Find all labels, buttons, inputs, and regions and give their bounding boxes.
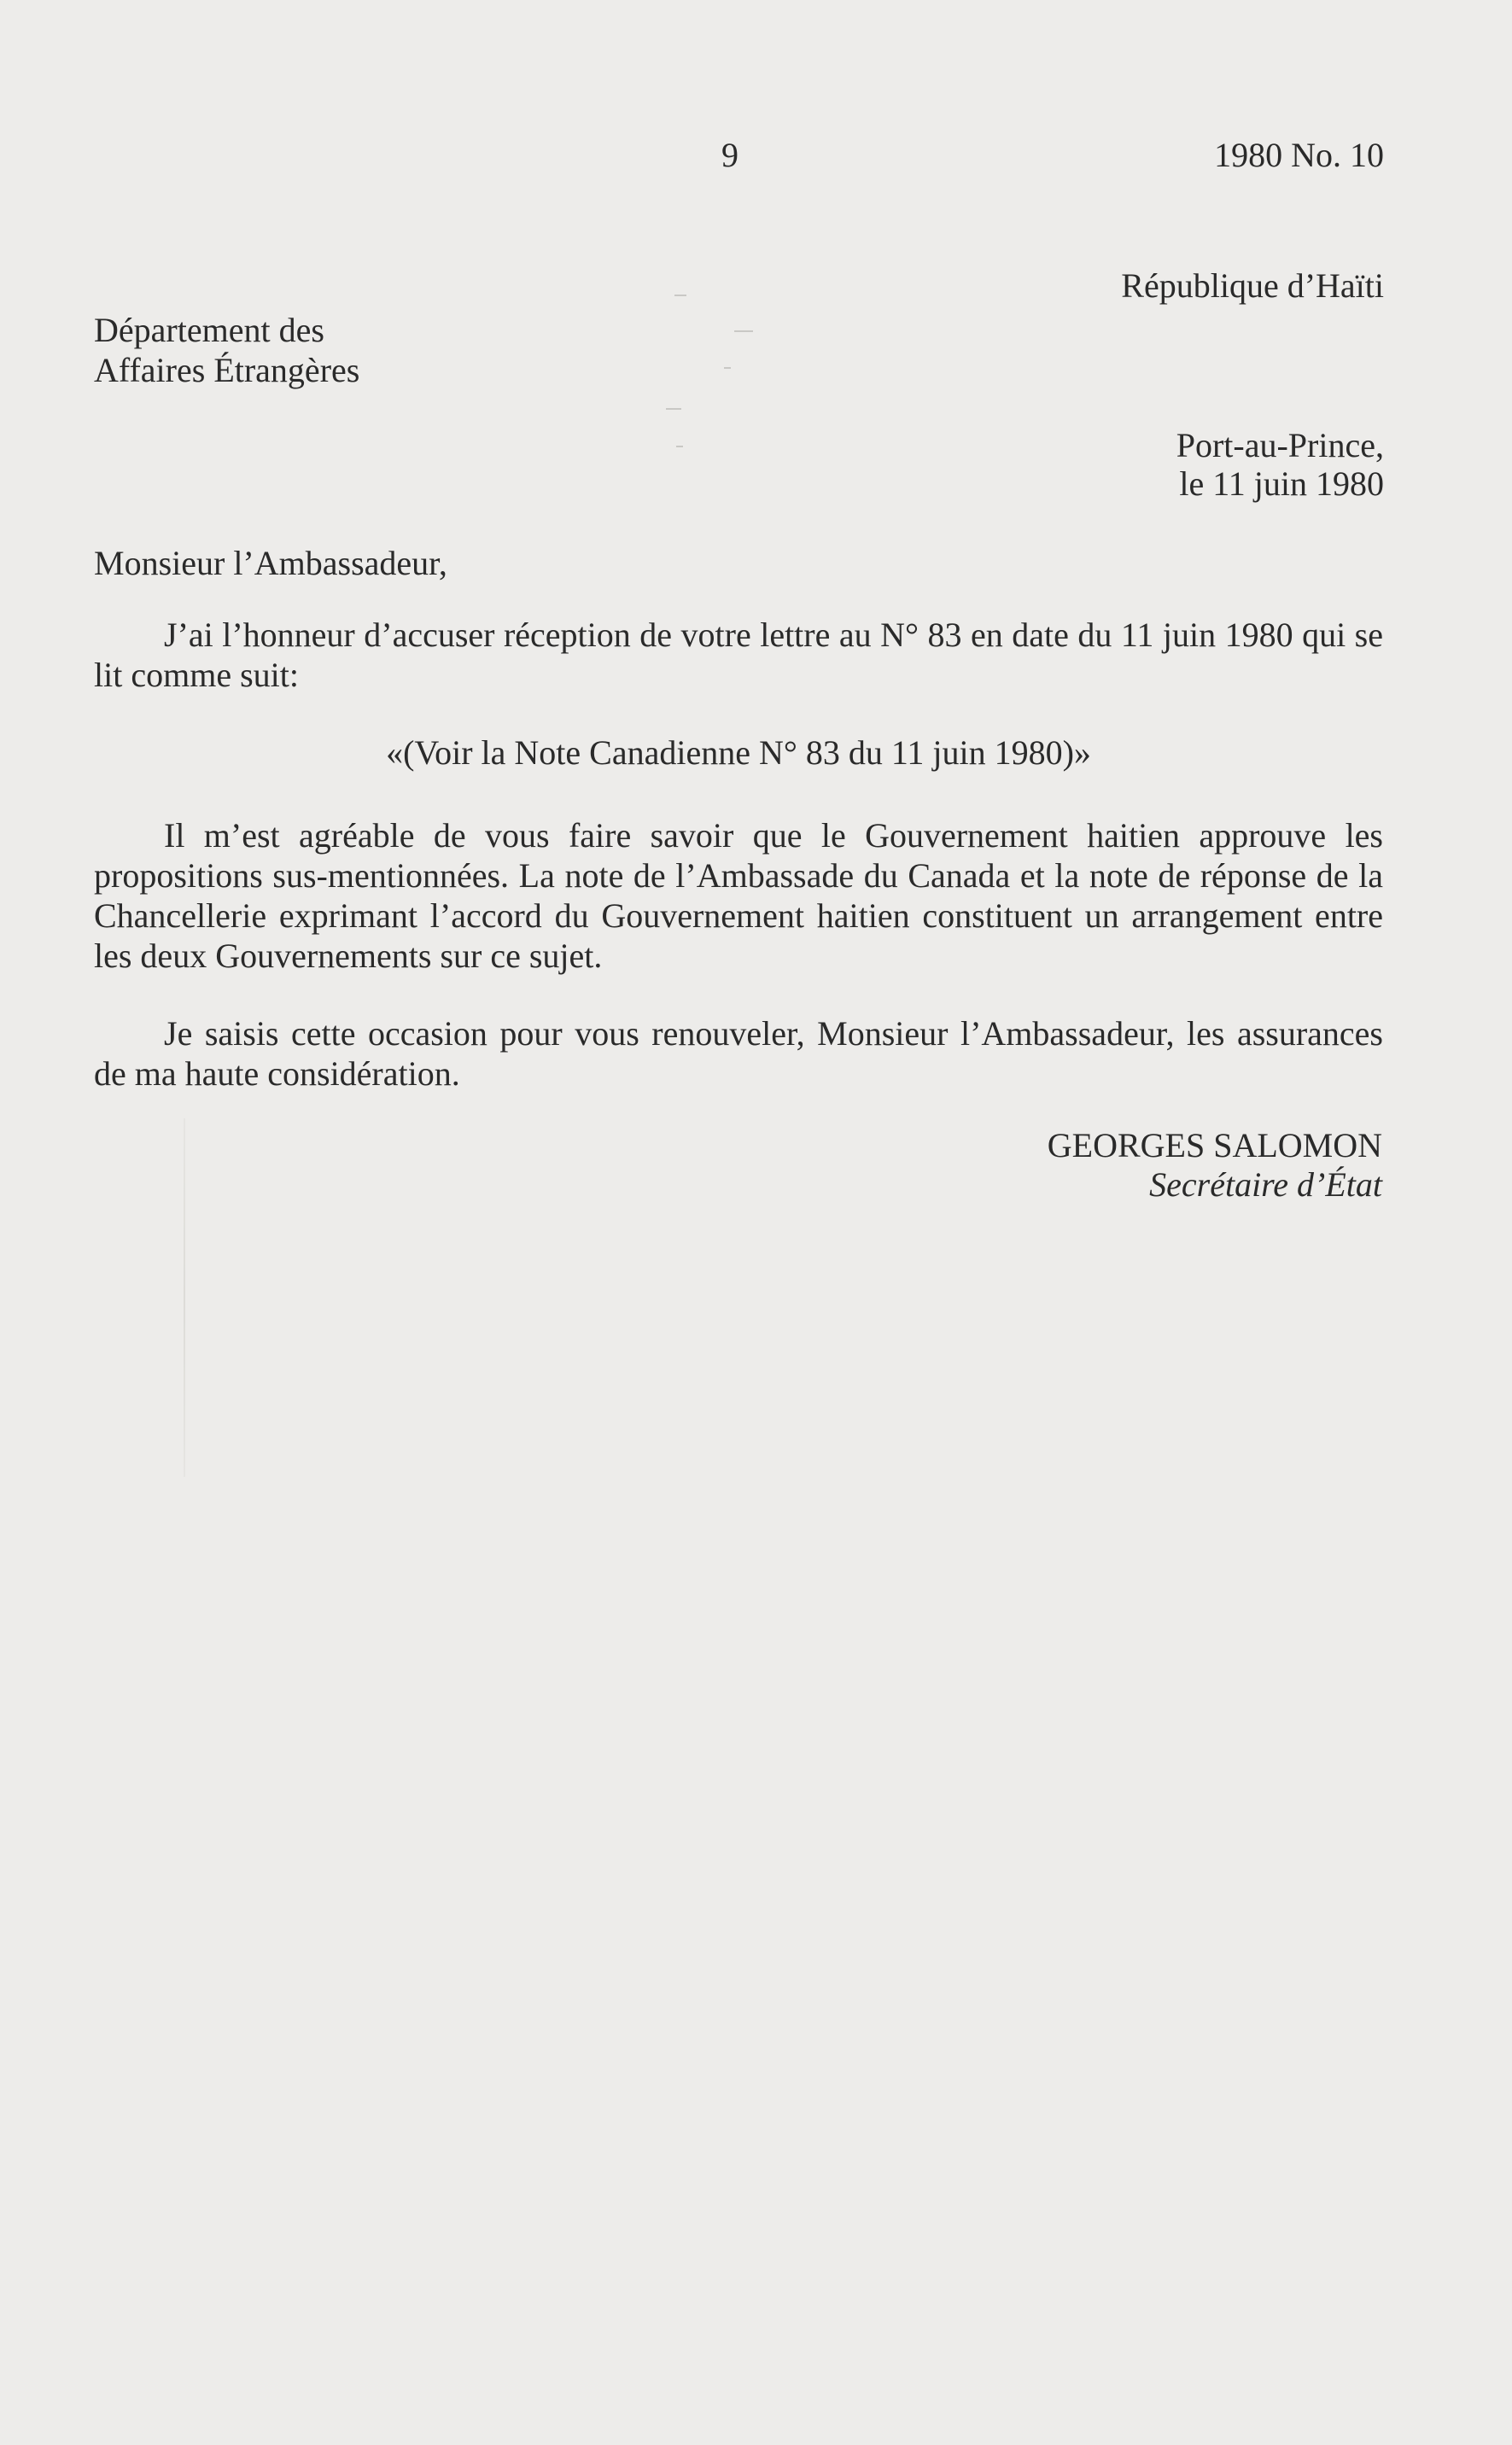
paragraph-2 xyxy=(94,815,1383,976)
paragraph-1-text: J’ai l’honneur d’accuser réception de votre lettre au N° 83 en date du 11 juin 1980 qui se lit comme suit: xyxy=(94,616,1383,694)
page-number: 9 xyxy=(721,136,738,174)
salutation: Monsieur l’Ambassadeur, xyxy=(94,544,447,582)
date-line: le 11 juin 1980 xyxy=(1179,464,1384,503)
paper-speck xyxy=(676,446,683,447)
paragraph-3 xyxy=(94,1013,1383,1094)
signatory-title: Secrétaire d’État xyxy=(1149,1165,1382,1204)
paper-speck xyxy=(724,367,731,369)
sender-line-1: Département des xyxy=(94,311,324,349)
quoted-note: «(Voir la Note Canadienne N° 83 du 11 juin 1980)» xyxy=(386,733,1091,772)
paper-speck xyxy=(674,295,686,296)
paper-speck xyxy=(734,330,753,332)
place-line: Port-au-Prince, xyxy=(1176,426,1384,464)
page-fold-shadow xyxy=(184,1118,185,1477)
paper-speck xyxy=(666,408,681,410)
paragraph-1 xyxy=(94,615,1383,695)
paragraph-3-text: Je saisis cette occasion pour vous renouveler, Monsieur l’Ambassadeur, les assurances de ma haute considération. xyxy=(94,1014,1383,1093)
signatory-name: GEORGES SALOMON xyxy=(1047,1126,1382,1164)
series-number: 1980 No. 10 xyxy=(1214,136,1384,174)
country-heading: République d’Haïti xyxy=(1121,266,1384,305)
sender-line-2: Affaires Étrangères xyxy=(94,351,360,389)
paragraph-2-text: Il m’est agréable de vous faire savoir que le Gouvernement haitien approuve les propositions sus-mentionnées. La note de l’Ambassade du Canada et la note de réponse de la Chancellerie exprimant l’accord du Gouvernement haitien constituent un arrangement entre les deux Gouvernements sur ce sujet. xyxy=(94,816,1383,975)
